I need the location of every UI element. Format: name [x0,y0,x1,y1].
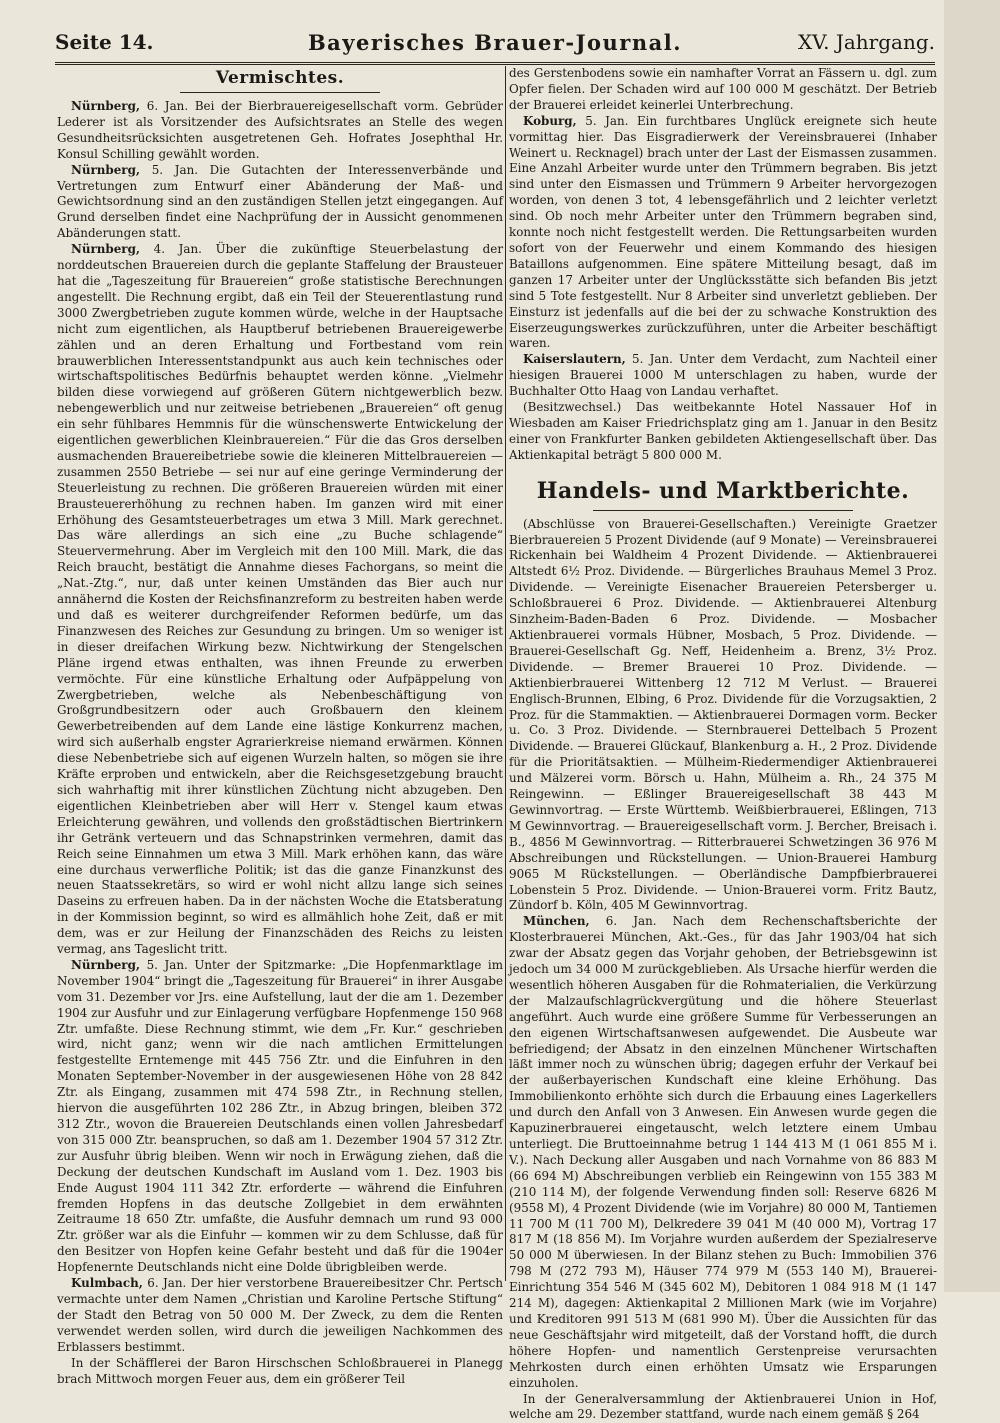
article-text: 5. Jan. Ein furchtbares Unglück ereignete sich heute vormittag hier. Das Eisgradierwerk der Vereinsbrauerei (Inhaber Weinert u. Recknagel) brach unter der Last der Eismassen zusammen. Eine Anzahl Arbeiter wurde unter den Trümmern begraben. Bis jetzt sind unter den Eismassen und Trümmern 9 Arbeiter hervorgezogen worden, von denen 3 tot, 4 lebensgefährlich und 2 leichter verletzt sind. Ob noch mehr Arbeiter unter den Trümmern begraben sind, konnte noch nicht festgestellt werden. Die Rettungsarbeiten wurden sofort von der Feuerwehr und einem Kommando des hiesigen Bataillons aufgenommen. Eine spätere Mitteilung besagt, daß im ganzen 17 Arbeiter unter der Unglücksstätte sich befanden Bis jetzt sind 5 Tote festgestellt. Nur 8 Arbeiter sind unverletzt geblieben. Der Einsturz ist jedenfalls auf die bei der zu schwache Konstruktion des Eiserzeugungswerkes zurückzuführen, unter die Arbeiter beschäftigt waren. [509,114,937,351]
article-text: (Besitzwechsel.) Das weitbekannte Hotel Nassauer Hof in Wiesbaden am Kaiser Friedrichsplatz ging am 1. Januar in den Besitz einer von Frankfurter Banken gebildeten Aktiengesellschaft über. Das Aktienkapital beträgt 5 800 000 M. [509,400,937,462]
dateline-city: Kaiserslautern, [523,352,626,366]
section-title-vermischtes: Vermischtes. [57,68,503,88]
article-text: 6. Jan. Bei der Bierbrauereigesellschaft vorm. Gebrüder Lederer ist als Vorsitzender des Aufsichtsrates an Stelle des wegen Gesundheitsrücksichten ausgetretenen Geh. Hofrates Josephthal Hr. Konsul Schilling gewählt worden. [57,99,503,161]
article-paragraph [57,1356,503,1388]
column-divider [505,66,506,1281]
article-text: 6. Jan. Nach dem Rechenschaftsberichte der Klosterbrauerei München, Akt.-Ges., für das Jahr 1903/04 hat sich zwar der Absatz gegen das Vorjahr gehoben, der Betriebsgewinn ist jedoch um 34 000 M zurückgeblieben. Als Ursache hierfür werden die wesentlich höheren Ausgaben für die Rohmaterialien, die Verkürzung der Malzaufschlagrückvergütung und die höhere Steuerlast angeführt. Auch wurde eine größere Summe für Verbesserungen an den eigenen Wirtschaftsanwesen aufgewendet. Die Ausbeute war befriedigend; der Absatz in den einzelnen Münchener Wirtschaften läßt immer noch zu wünschen übrig; dagegen erfuhr der Verkauf bei der außerbayerischen Kundschaft eine kleine Erhöhung. Das Immobilienkonto erhöhte sich durch die Erbauung eines Lagerkellers und durch den Anfall von 3 Anwesen. Ein Anwesen wurde gegen die Kapuzinerbrauerei eingetauscht, welch letztere einem Umbau unterliegt. Die Bruttoeinnahme betrug 1 144 413 M (1 061 855 M i. V.). Nach Deckung aller Ausgaben und nach Vornahme von 86 883 M (66 694 M) Abschreibungen verblieb ein Reingewinn von 155 383 M (210 114 M), der folgende Verwendung finden soll: Reserve 6826 M (9558 M), 4 Prozent Dividende (wie im Vorjahre) 80 000 M, Tantiemen 11 700 M (11 700 M), Delkredere 39 041 M (40 000 M), Vortrag 17 817 M (18 856 M). Im Vorjahre wurden außerdem der Spezialreserve 50 000 M überwiesen. In der Bilanz stehen zu Buch: Immobilien 376 798 M (272 793 M), Häuser 774 979 M (553 140 M), Brauerei-Einrichtung 354 546 M (345 602 M), Debitoren 1 084 918 M (1 147 214 M), dagegen: Aktienkapital 2 Millionen Mark (wie im Vorjahre) und Kreditoren 991 513 M (681 990 M). Über die Aussichten für das neue Geschäftsjahr wird mitgeteilt, daß der Vorstand hofft, die durch höhere Hopfen- und namentlich Gerstenpreise verursachten Mehrkosten durch einen erhöhten Umsatz wie Ersparungen einzuholen. [509,914,937,1389]
dateline-city: Nürnberg, [71,163,140,177]
article-text: (Abschlüsse von Brauerei-Gesellschaften.) Vereinigte Graetzer Bierbrauereien 5 Prozent Dividende (auf 9 Monate) — Vereinsbrauerei Rickenhain bei Waldheim 4 Prozent Dividende. — Aktienbrauerei Altstedt 6½ Proz. Dividende. — Bürgerliches Brauhaus Memel 3 Proz. Dividende. — Vereinigte Eisenacher Brauereien Petersberger u. Schloßbrauerei 6 Proz. Dividende. — Aktienbrauerei Altenburg Sinzheim-Baden-Baden 6 Proz. Dividende. — Mosbacher Aktienbrauerei vormals Hübner, Mosbach, 5 Proz. Dividende. — Brauerei-Gesellschaft Gg. Neff, Heidenheim a. Brenz, 3½ Proz. Dividende. — Bremer Brauerei 10 Proz. Dividende. — Aktienbierbrauerei Wittenberg 12 712 M Verlust. — Brauerei Englisch-Brunnen, Elbing, 6 Proz. Dividende für die Vorzugsaktien, 2 Proz. für die Stammaktien. — Aktienbrauerei Dormagen vorm. Becker u. Co. 3 Proz. Dividende. — Sternbrauerei Dettelbach 5 Prozent Dividende. — Brauerei Glückauf, Blankenburg a. H., 2 Proz. Dividende für die Prioritätsaktien. — Mülheim-Riedermendiger Aktienbrauerei und Mälzerei vorm. Börsch u. Hahn, Mülheim a. Rh., 24 375 M Reingewinn. — Eßlinger Brauereigesellschaft 38 443 M Gewinnvortrag. — Erste Württemb. Weißbierbrauerei, Eßlingen, 713 M Gewinnvortrag. — Brauereigesellschaft vorm. J. Bercher, Breisach i. B., 4856 M Gewinnvortrag. — Ritterbrauerei Schwetzingen 36 976 M Abschreibungen und Rückstellungen. — Union-Brauerei Hamburg 9065 M Rückstellungen. — Oberländische Dampfbierbrauerei Lobenstein 5 Proz. Dividende. — Union-Brauerei vorm. Fritz Bautz, Zündorf b. Köln, 405 M Gewinnvortrag. [509,517,937,913]
right-articles-bottom [509,517,937,1423]
article-paragraph [57,1276,503,1356]
page-header [55,30,935,60]
page-margin-edge [944,0,1000,1292]
article-paragraph [509,66,937,114]
article-paragraph [57,242,503,958]
article-paragraph [509,400,937,464]
article-paragraph [509,517,937,915]
article-paragraph [509,914,937,1391]
dateline-city: München, [523,914,590,928]
journal-title: Bayerisches Brauer-Journal. [55,30,935,55]
dateline-city: Nürnberg, [71,958,140,972]
article-text: In der Schäfflerei der Baron Hirschschen Schloßbrauerei in Planegg brach Mittwoch morgen Feuer aus, dem ein größerer Teil [57,1356,503,1386]
article-text: 5. Jan. Unter der Spitzmarke: „Die Hopfenmarktlage im November 1904“ bringt die „Tageszeitung für Brauerei“ in ihrer Ausgabe vom 31. Dezember vor Jrs. eine Aufstellung, laut der die am 1. Dezember 1904 zur Ausfuhr und zur Einlagerung verfügbare Hopfenmenge 150 968 Ztr. umfaßte. Diese Rechnung stimmt, wie dem „Fr. Kur.“ geschrieben wird, nicht ganz; wenn wir die nach amtlichen Ermittelungen festgestellte Erntemenge mit 445 756 Ztr. und die Einfuhren in den Monaten September-November in der ausgewiesenen Höhe von 28 842 Ztr. als Eingang, zusammen mit 474 598 Ztr., in Rechnung stellen, hiervon die ausgeführten 102 286 Ztr., in Abzug bringen, bleiben 372 312 Ztr., wovon die Brauereien Deutschlands einen vollen Jahresbedarf von 315 000 Ztr. beanspruchen, so daß am 1. Dezember 1904 57 312 Ztr. zur Ausfuhr übrig bleiben. Wenn wir noch in Erwägung ziehen, daß die Deckung der deutschen Kundschaft im Ausland vom 1. Dez. 1903 bis Ende August 1904 111 342 Ztr. erforderte — während die Einfuhren fremden Hopfens in das deutsche Zollgebiet in dem erwähnten Zeitraume 18 650 Ztr. umfaßte, die Ausfuhr demnach um rund 93 000 Ztr. größer war als die Einfuhr — kommen wir zu dem Schlusse, daß für den Besitzer von Hopfen keine Gefahr besteht und daß für die 1904er Hopfenernte Deutschlands nicht eine Dolde übrigbleiben werde. [57,958,503,1274]
section-title-handelsberichte: Handels- und Marktberichte. [509,478,937,504]
dateline-city: Kulmbach, [71,1276,143,1290]
article-paragraph [57,99,503,163]
section-title-rule [593,510,853,511]
article-text: In der Generalversammlung der Aktienbrauerei Union in Hof, welche am 29. Dezember stattfand, wurde nach einem gemäß § 264 [509,1392,937,1422]
dateline-city: Koburg, [523,114,577,128]
right-articles-top [509,66,937,464]
dateline-city: Nürnberg, [71,242,140,256]
page-number: Seite 14. [55,30,154,54]
left-column [57,66,503,1281]
article-paragraph [509,114,937,353]
article-paragraph [57,958,503,1276]
left-articles [57,99,503,1387]
article-text: 5. Jan. Die Gutachten der Interessenverbände und Vertretungen zum Entwurf einer Abänderung der Maß- und Gewichtsordnung sind an den zuständigen Stellen jetzt eingegangen. Auf Grund derselben findet eine Nachprüfung der in Aussicht genommenen Abänderungen statt. [57,163,503,241]
article-text: 4. Jan. Über die zukünftige Steuerbelastung der norddeutschen Brauereien durch die geplante Staffelung der Brausteuer hat die „Tageszeitung für Brauereien“ große statistische Berechnungen angestellt. Die Rechnung ergibt, daß ein Teil der Steuerentlastung rund 3000 Zwergbetrieben zugute kommen würde, welche in der Hauptsache nicht zum eigentlichen, als Hauptberuf betriebenen Brauereigewerbe zählen und an deren Erhaltung und Fortbestand vom rein brauwerblichen Interessentstandpunkt aus auch kein technisches oder wirtschaftspolitisches Bedürfnis behauptet werden könne. „Vielmehr bilden diese vorwiegend auf größeren Gütern nichtgewerblich bezw. nebengewerblich und nur zeitweise betriebenen „Brauereien“ oft genug ein sehr fühlbares Hemmnis für die wünschenswerte Entwickelung der eigentlichen gewerblichen Kleinbrauereien.“ Für die das Gros derselben ausmachenden Brauereibetriebe sowie die kleineren Mittelbrauereien — zusammen 2550 Betriebe — sei nur auf eine geringe Verminderung der Steuerleistung zu rechnen. Die größeren Brauereien würden mit einer Brausteuererhöhung zu rechnen haben. Im ganzen wird mit einer Erhöhung des Gesamtsteuerbetrages um etwa 3 Mill. Mark gerechnet. Das wäre allerdings an sich eine „zu Buche schlagende“ Steuervermehrung. Aber im Vergleich mit den 100 Mill. Mark, die das Reich braucht, bestätigt die Annahme dieses Fachorgans, so meint die „Nat.-Ztg.“, nur, daß unter keinen Umständen das Bier auch nur annähernd die Kosten der Reichsfinanzreform zu bestreiten haben werde und daß es weiterer durchgreifender Reformen bedürfe, um das Finanzwesen des Reiches zur Gesundung zu bringen. Um so weniger ist in dieser dreifachen Wirkung bezw. Nichtwirkung der Stengelschen Pläne irgend etwas enthalten, was ihnen Freunde zu erwerben vermöchte. Für eine künstliche Erhaltung oder Aufpäppelung von Zwergbetrieben, welche als Nebenbeschäftigung von Großgrundbesitzern oder auch Großbauern den kleinem Gewerbetreibenden auf dem Lande eine lästige Konkurrenz machen, wird sich außerhalb engster Agrarierkreise niemand erwärmen. Können diese Nebenbetriebe sich auf eigenen Wurzeln halten, so mögen sie ihre Kräfte erproben und entwickeln, aber die Reichsgesetzgebung braucht sich wahrhaftig mit ihrer künstlichen Züchtung nicht abzugeben. Den eigentlichen Kleinbetrieben aber will Herr v. Stengel kaum etwas Erleichterung gewähren, und vollends den großstädtischen Biertrinkern ihr Getränk verteuern und das Schnapstrinken vermehren, damit das Reich seine Einnahmen um etwa 3 Mill. Mark erhöhen kann, das wäre eine durchaus verwerfliche Politik; ist das die ganze Finanzkunst des neuen Staatssekretärs, so wird er wohl nicht allzu lange sich seines Daseins zu erfreuen haben. Da in der nächsten Woche die Etatsberatung in der Kommission beginnt, so wird es allmählich hohe Zeit, daß er mit dem, was er zur Heilung der Finanzschäden des Reichs zu leisten vermag, ans Tageslicht tritt. [57,242,503,956]
article-paragraph [509,1392,937,1423]
article-paragraph [57,163,503,243]
header-rule [55,62,935,65]
dateline-city: Nürnberg, [71,99,140,113]
right-column [509,66,937,1281]
article-text: 6. Jan. Der hier verstorbene Brauereibesitzer Chr. Pertsch vermachte unter dem Namen „Christian und Karoline Pertsche Stiftung“ der Stadt den Betrag von 50 000 M. Der Zweck, zu dem die Renten verwendet werden sollen, wird durch die jeweiligen Nachkommen des Erblassers bestimmt. [57,1276,503,1354]
volume-label: XV. Jahrgang. [798,30,935,54]
article-text: 5. Jan. Unter dem Verdacht, zum Nachteil einer hiesigen Brauerei 1000 M unterschlagen zu haben, wurde der Buchhalter Otto Haag von Landau verhaftet. [509,352,937,398]
section-title-rule [180,92,380,93]
article-text: des Gerstenbodens sowie ein namhafter Vorrat an Fässern u. dgl. zum Opfer fielen. Der Schaden wird auf 100 000 M geschätzt. Der Betrieb der Brauerei erleidet keinerlei Unterbrechung. [509,66,937,112]
article-paragraph [509,352,937,400]
